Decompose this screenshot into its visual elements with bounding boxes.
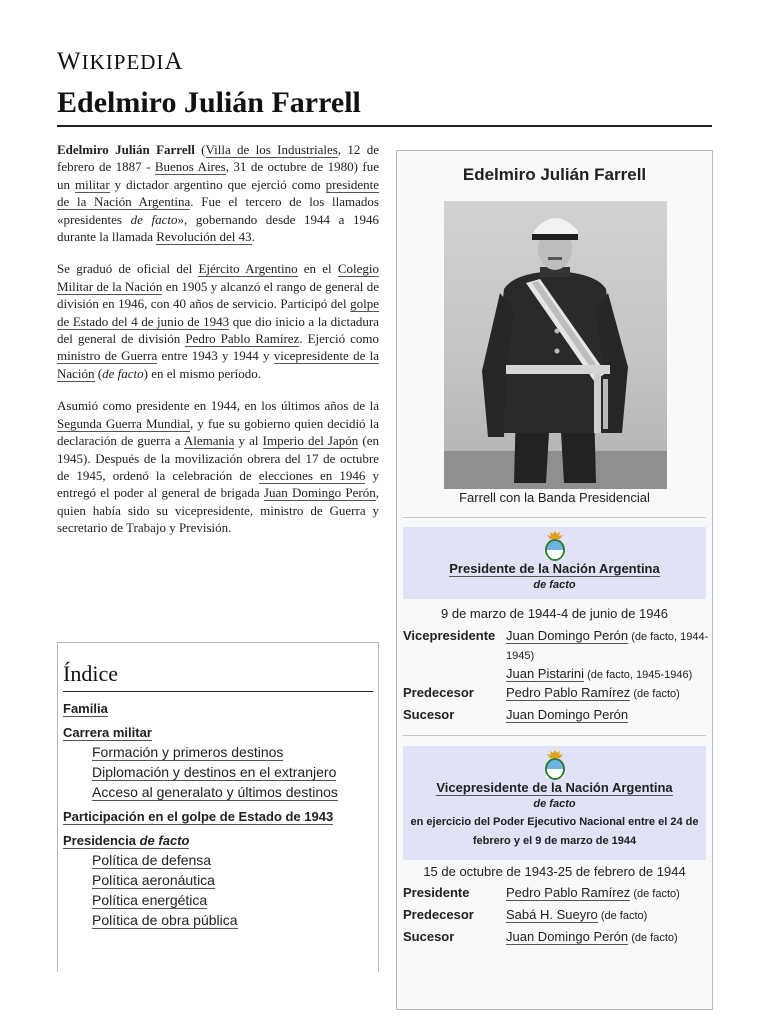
toc-item-label: Participación en el golpe de Estado de 1943 [63,809,334,824]
office-qualifier: de facto [533,579,576,591]
toc-item-label: Política de obra pública [92,912,238,928]
row-label: Sucesor [403,707,455,722]
link-juan-domingo-peron[interactable]: Juan Domingo Perón [263,485,376,501]
toc-item-label: Familia [63,701,108,716]
link-vp-peron[interactable]: Juan Domingo Perón [506,628,629,643]
paragraph-career [57,260,379,382]
row-label: Sucesor [403,929,455,944]
toc-item-label: Formación y primeros destinos [92,744,284,760]
italic-text: de facto [130,211,178,227]
text: en el [297,261,338,277]
link-revolucion-43[interactable]: Revolución del 43 [156,229,252,245]
office-period: 15 de octubre de 1943-25 de febrero de 1944 [423,864,686,879]
link-villa-industriales[interactable]: Villa de los Industriales [205,142,338,157]
toc-subitem-obra-publica[interactable] [92,910,373,930]
row-note: (de facto, 1945-1946) [584,669,693,681]
toc-title: Índice [63,661,373,692]
office-name-vicepresidente[interactable] [403,780,706,795]
toc-subitem-formacion[interactable] [92,742,373,762]
title-divider [57,125,712,127]
coat-of-arms-icon [544,531,566,561]
paragraph-intro [57,141,379,245]
link-vp-pistarini[interactable]: Juan Pistarini [506,666,585,681]
toc-item-presidencia[interactable] [63,832,373,850]
office-header-vicepresidente [403,746,706,860]
row-label: Presidente [403,885,470,900]
link-ejercito-argentino[interactable]: Ejército Argentino [198,261,298,277]
text: (en 1945). Después de la movilización obrera del 17 de octubre de 1945, ordenó la celebración de [57,433,379,483]
toc-item-golpe-1943[interactable] [63,808,373,826]
portrait-photo[interactable] [444,201,667,489]
infobox-divider [403,735,706,736]
link-golpe-1943[interactable]: golpe de Estado del 4 de junio de 1943 [57,296,379,329]
text: en 1905 y alcanzó el rango de general de división en 1946, con 40 años de servicio. Participó del [57,278,379,312]
portrait-figure [444,201,667,489]
link-buenos-aires[interactable]: Buenos Aires [154,159,226,175]
row-note: (de facto) [630,688,680,700]
office-extra-note: en ejercicio del Poder Ejecutivo Nacional entre el 24 de febrero y el 9 de marzo de 1944 [410,816,699,847]
text: ( [194,142,206,157]
page-title: Edelmiro Julián Farrell [57,86,361,119]
toc-item-familia[interactable] [63,700,373,718]
coat-of-arms-icon [544,750,566,780]
logo-letter-w: W [57,48,82,75]
toc-subitem-generalato[interactable] [92,782,373,802]
text: ( [94,365,103,381]
row-note: (de facto) [628,932,678,944]
link-imperio-japon[interactable]: Imperio del Japón [262,433,359,449]
text: Asumió como presidente en 1944, en los últimos años de la [57,398,379,414]
link-predecesor[interactable]: Sabá H. Sueyro [506,907,598,922]
toc-item-label: Carrera militar [63,725,152,740]
link-segunda-guerra[interactable]: Segunda Guerra Mundial [57,415,191,431]
table-of-contents [57,642,379,972]
toc-item-label: Acceso al generalato y últimos destinos [92,784,338,800]
toc-item-label: Política aeronáutica [92,872,215,888]
link-elecciones-1946[interactable]: elecciones en 1946 [258,467,366,483]
infobox-divider [403,517,706,518]
toc-item-label: Política de defensa [92,852,212,868]
text: , 12 de febrero de 1887 - [57,142,379,175]
row-label: Vicepresidente [403,628,496,643]
office-name-label: Presidente de la Nación Argentina [449,561,660,576]
row-note: (de facto) [597,910,648,922]
office-name-presidente[interactable] [403,561,706,576]
row-label: Predecesor [403,685,474,700]
link-sucesor[interactable]: Juan Domingo Perón [506,707,629,722]
office-name-label: Vicepresidente de la Nación Argentina [436,780,673,795]
logo-letters-middle: IKIPEDI [81,50,165,74]
wikipedia-logo[interactable] [57,48,184,76]
toc-subitem-aeronautica[interactable] [92,870,373,890]
link-predecesor[interactable]: Pedro Pablo Ramírez [506,685,631,700]
toc-subitem-defensa[interactable] [92,850,373,870]
toc-item-italic: de facto [139,833,190,848]
text: . Ejerció como [299,331,379,347]
text: Se graduó de oficial del [57,261,199,277]
text: , 31 de octubre de 1980) fue un [57,159,379,192]
row-note: (de facto) [630,888,680,900]
article-body [57,141,379,552]
text: y entregó el poder al general de brigada [57,467,379,501]
text: y al [234,433,263,449]
text: . [251,229,255,245]
link-pedro-pablo-ramirez[interactable]: Pedro Pablo Ramírez [185,331,300,347]
link-militar[interactable]: militar [75,176,110,192]
text: y dictador argentino que ejerció como [109,176,326,192]
link-colegio-militar[interactable]: Colegio Militar de la Nación [57,261,380,294]
subject-name: Edelmiro Julián Farrell [57,142,195,157]
link-alemania[interactable]: Alemania [183,433,235,449]
office-qualifier: de facto [533,798,576,810]
link-presidente-nacion[interactable]: presidente de la Nación Argentina [57,176,380,210]
text: . Fue el tercero de los llamados «presidentes [57,194,379,227]
row-vicepresidente [403,627,709,681]
infobox-title: Edelmiro Julián Farrell [462,165,647,184]
photo-caption: Farrell con la Banda Presidencial [459,490,650,505]
text: , quien había sido su vicepresidente, ministro de Guerra y secretario de Trabajo y Previsión. [57,485,379,536]
row-note: (de facto, 1944-1945) [506,631,709,662]
paragraph-presidency [57,397,379,536]
infobox [396,150,713,1010]
toc-subitem-diplomacion[interactable] [92,762,373,782]
office-period: 9 de marzo de 1944-4 de junio de 1946 [441,606,668,621]
office-header-presidente [403,527,706,599]
link-presidente[interactable]: Pedro Pablo Ramírez [506,885,631,900]
toc-subitem-energetica[interactable] [92,890,373,910]
link-sucesor[interactable]: Juan Domingo Perón [506,929,629,944]
italic-text: de facto [102,365,144,381]
text: que dio inicio a la dictadura del general de división [57,313,379,347]
row-label: Predecesor [403,907,474,922]
link-vicepresidente[interactable]: vicepresidente de la Nación [57,348,379,381]
logo-letter-a: A [164,48,184,75]
toc-item-label: Diplomación y destinos en el extranjero [92,764,337,780]
toc-item-carrera-militar[interactable] [63,724,373,742]
text: », gobernando desde 1944 a 1946 durante la llamada [57,211,379,245]
link-ministro-guerra[interactable]: ministro de Guerra [57,348,158,364]
text: ) en el mismo período. [143,365,261,381]
toc-item-label: Política energética [92,892,208,908]
text: entre 1943 y 1944 y [157,348,274,364]
toc-item-label: Presidencia [63,833,140,848]
text: , y fue su gobierno quien decidió la declaración de guerra a [57,415,379,449]
